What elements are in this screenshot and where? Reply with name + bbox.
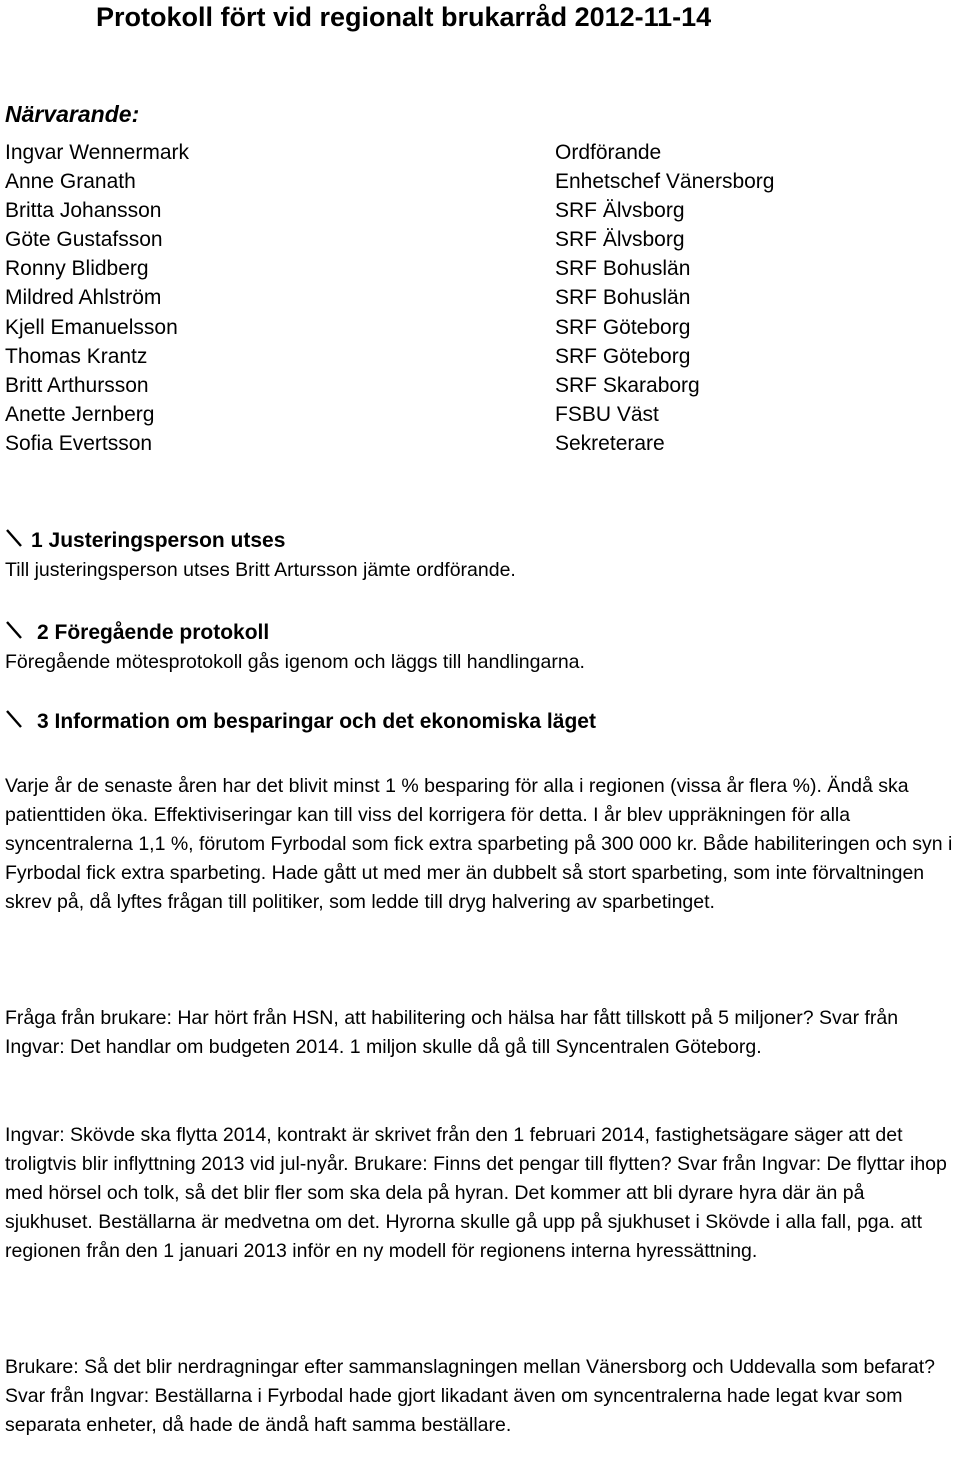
attendee-row — [5, 167, 905, 196]
paragraph-block — [5, 1353, 957, 1440]
section-3 — [5, 707, 957, 737]
attendee-row — [5, 254, 905, 283]
attendee-name: Anne Granath — [5, 170, 136, 194]
attendee-row — [5, 313, 905, 342]
attendee-role: SRF Bohuslän — [555, 286, 691, 310]
attendee-name: Kjell Emanuelsson — [5, 315, 178, 339]
section-text: Till justeringsperson utses Britt Artursson jämte ordförande. — [5, 559, 516, 581]
attendee-name: Britta Johansson — [5, 199, 162, 223]
paragraph-block — [5, 772, 957, 917]
section-1 — [5, 526, 957, 584]
attendee-role: SRF Skaraborg — [555, 373, 700, 397]
attendee-row — [5, 400, 905, 429]
section-heading-text: 1 Justeringsperson utses — [31, 529, 286, 552]
attendee-role: SRF Älvsborg — [555, 228, 685, 252]
attendee-name: Mildred Ahlström — [5, 286, 162, 310]
section-heading — [5, 707, 957, 737]
section-heading-text: 2 Föregående protokoll — [37, 621, 270, 644]
attendee-row — [5, 371, 905, 400]
attendee-role: Ordförande — [555, 141, 662, 164]
attendance-heading: Närvarande: — [5, 101, 140, 127]
attendee-row — [5, 342, 905, 371]
attendee-role: SRF Göteborg — [555, 315, 691, 339]
attendee-row — [5, 283, 905, 312]
attendee-row — [5, 138, 905, 167]
bullet-mark-icon — [5, 526, 31, 556]
attendee-role: FSBU Väst — [555, 402, 659, 426]
attendee-role: Enhetschef Vänersborg — [555, 170, 775, 194]
bullet-mark-icon — [5, 618, 37, 648]
attendee-name: Ingvar Wennermark — [5, 141, 190, 164]
section-2 — [5, 618, 957, 676]
document-title: Protokoll fört vid regionalt brukarråd 2012-11-14 — [96, 2, 712, 32]
attendee-row — [5, 429, 905, 458]
attendee-role: SRF Göteborg — [555, 344, 691, 368]
attendee-name: Ronny Blidberg — [5, 257, 149, 281]
attendee-name: Anette Jernberg — [5, 402, 155, 426]
attendee-role: SRF Bohuslän — [555, 257, 691, 281]
attendee-row — [5, 196, 905, 225]
attendee-role: Sekreterare — [555, 431, 665, 455]
section-heading-text: 3 Information om besparingar och det ekonomiska läget — [37, 710, 596, 733]
bullet-mark-icon — [5, 707, 37, 737]
attendee-name: Göte Gustafsson — [5, 228, 163, 252]
attendee-list — [5, 138, 905, 458]
paragraph-block — [5, 1004, 957, 1062]
section-text: Föregående mötesprotokoll gås igenom och läggs till handlingarna. — [5, 651, 585, 673]
attendee-row — [5, 225, 905, 254]
attendee-name: Sofia Evertsson — [5, 431, 153, 455]
paragraph-block — [5, 1121, 957, 1266]
section-heading — [5, 526, 957, 556]
attendee-role: SRF Älvsborg — [555, 199, 685, 223]
attendee-name: Thomas Krantz — [5, 344, 148, 368]
paragraph: Fråga från brukare: Har hört från HSN, att habilitering och hälsa har fått tillskott på 5 miljoner? Svar från Ingvar: Det handlar om budgeten 2014. 1 miljon skulle då gå till Syncentralen Göteborg. — [5, 1007, 899, 1058]
section-heading — [5, 618, 957, 648]
paragraph: Ingvar: Skövde ska flytta 2014, kontrakt är skrivet från den 1 februari 2014, fastighetsägare säger att det troligtvis blir inflyttning 2013 vid jul-nyår. Brukare: Finns det pengar till flytten? Svar från Ingvar: De flyttar ihop med hörsel och tolk, så det blir fler som ska dela på hyran. Det kommer att bli dyrare hyra där än på sjukhuset. Beställarna är medvetna om det. Hyrorna skulle gå upp på sjukhuset i Skövde i alla fall, pga. att regionen från den 1 januari 2013 inför en ny modell för regionens interna hyressättning. — [5, 1124, 947, 1262]
paragraph: Brukare: Så det blir nerdragningar efter sammanslagningen mellan Vänersborg och Uddevalla som befarat? Svar från Ingvar: Beställarna i Fyrbodal hade gjort likadant även om syncentralerna hade legat kvar som separata enheter, då hade de ändå haft samma beställare. — [5, 1356, 936, 1436]
paragraph: Varje år de senaste åren har det blivit minst 1 % besparing för alla i regionen (vissa år flera %). Ändå ska patienttiden öka. Effektiviseringar kan till viss del korrigera för detta. I år blev uppräkningen för alla syncentralerna 1,1 %, förutom Fyrbodal som fick extra sparbeting på 300 000 kr. Både habiliteringen och syn i Fyrbodal fick extra sparbeting. Hade gått ut med mer än dubbelt så stort sparbeting, som inte förvaltningen skrev på, då lyftes frågan till politiker, som ledde till dryg halvering av sparbetinget. — [5, 775, 953, 913]
attendee-name: Britt Arthursson — [5, 373, 149, 397]
